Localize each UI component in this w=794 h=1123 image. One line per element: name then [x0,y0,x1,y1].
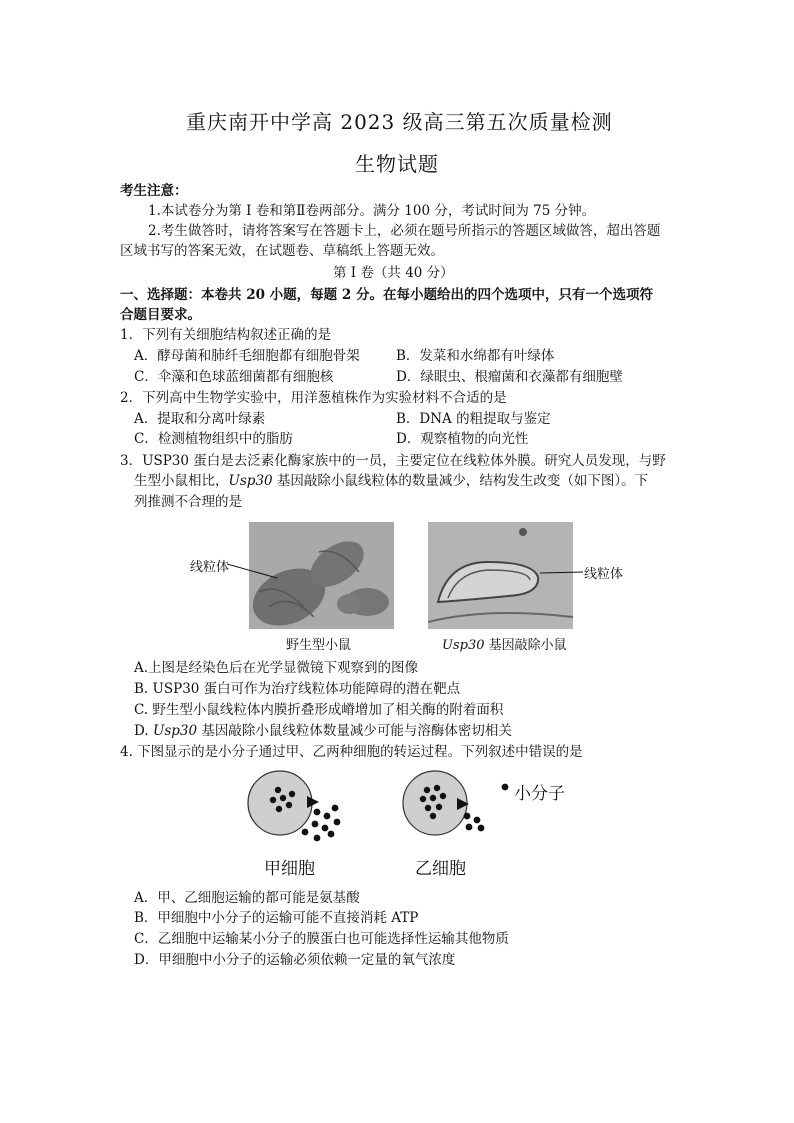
q2-option-d: D．观察植物的向光性 [396,431,529,447]
q3-stem-b-pre: 生型小鼠相比， [134,473,229,489]
label-cell-a: 甲细胞 [264,859,315,879]
q3-option-d-post: 基因敲除小鼠线粒体数量减少可能与溶酶体密切相关 [197,723,512,739]
q2-option-a: A．提取和分离叶绿素 [134,411,266,427]
legend-molecule-dot [502,784,509,791]
q2-option-c: C．检测植物组织中的脂肪 [134,431,293,447]
notice-line-1: 1.本试卷分为第 I 卷和第Ⅱ卷两部分。满分 100 分，考试时间为 75 分钟。 [148,203,596,219]
page-title: 重庆南开中学高 2023 级高三第五次质量检测 [186,110,613,134]
section-heading-a: 一、选择题：本卷共 20 小题，每题 2 分。在每小题给出的四个选项中，只有一个选项符 [120,287,653,303]
q1-option-b: B．发菜和水绵都有叶绿体 [396,348,555,364]
legend-small-molecule: 小分子 [514,784,565,804]
notice-line-2b: 区域书写的答案无效，在试题卷、草稿纸上答题无效。 [120,243,444,259]
notice-line-2a: 2.考生做答时，请将答案写在答题卡上，必须在题号所指示的答题区域做答，超出答题 [148,223,661,239]
q1-option-a: A．酵母菌和肺纤毛细胞都有细胞骨架 [134,348,360,364]
cell-a-transport-arrow [307,796,319,808]
q3-stem-b [134,471,648,491]
caption-knockout-rest: 基因敲除小鼠 [484,638,567,653]
label-mitochondria-left: 线粒体 [190,560,230,575]
q4-option-b: B．甲细胞中小分子的运输可能不直接消耗 ATP [134,910,419,926]
q3-option-d-gene: Usp30 [152,723,198,739]
caption-knockout [442,634,567,653]
cell-b-outer-molecules [464,813,485,832]
q4-option-d: D．甲细胞中小分子的运输必须依赖一定量的氧气浓度 [134,952,456,968]
q3-stem-a: 3．USP30 蛋白是去泛素化酶家族中的一员，主要定位在线粒体外膜。研究人员发现，与野 [120,453,666,469]
q2-option-b: B．DNA 的粗提取与鉴定 [396,411,551,427]
q3-stem-c: 列推测不合理的是 [134,494,242,510]
part-label: 第 I 卷（共 40 分） [333,265,454,281]
leader-line-left [227,562,282,582]
q4-stem: 4. 下图显示的是小分子通过甲、乙两种细胞的转运过程。下列叙述中错误的是 [120,744,583,760]
notice-heading: 考生注意： [120,183,188,199]
q1-option-d: D．绿眼虫、根瘤菌和衣藻都有细胞壁 [396,369,623,385]
q3-option-a: A.上图是经染色后在光学显微镜下观察到的图像 [134,660,419,676]
caption-wildtype: 野生型小鼠 [286,638,352,653]
q4-option-c: C．乙细胞中运输某小分子的膜蛋白也可能选择性运输其他物质 [134,931,509,947]
q3-stem-b-post: 基因敲除小鼠线粒体的数量减少，结构发生改变（如下图）。下 [272,473,649,489]
label-cell-b: 乙细胞 [415,859,466,879]
section-heading-b: 合题目要求。 [120,307,201,323]
q3-gene-name: Usp30 [228,473,273,489]
transport-diagram [245,768,545,848]
caption-knockout-gene: Usp30 [442,638,485,653]
cell-a-circle [248,771,312,835]
q1-stem: 1．下列有关细胞结构叙述正确的是 [120,327,332,343]
q1-option-c: C．伞藻和色球蓝细菌都有细胞核 [134,369,334,385]
q2-stem: 2．下列高中生物学实验中，用洋葱植株作为实验材料不合适的是 [120,390,507,406]
page-subtitle: 生物试题 [355,152,439,176]
q3-option-b: B. USP30 蛋白可作为治疗线粒体功能障碍的潜在靶点 [134,681,461,697]
q4-option-a: A．甲、乙细胞运输的都可能是氨基酸 [134,890,360,906]
q3-option-d [134,721,512,741]
label-mitochondria-right: 线粒体 [584,567,624,582]
leader-line-right [540,568,585,578]
q3-option-c: C. 野生型小鼠线粒体内膜折叠形成嵴增加了相关酶的附着面积 [134,702,504,718]
q3-option-d-pre: D. [134,723,153,739]
